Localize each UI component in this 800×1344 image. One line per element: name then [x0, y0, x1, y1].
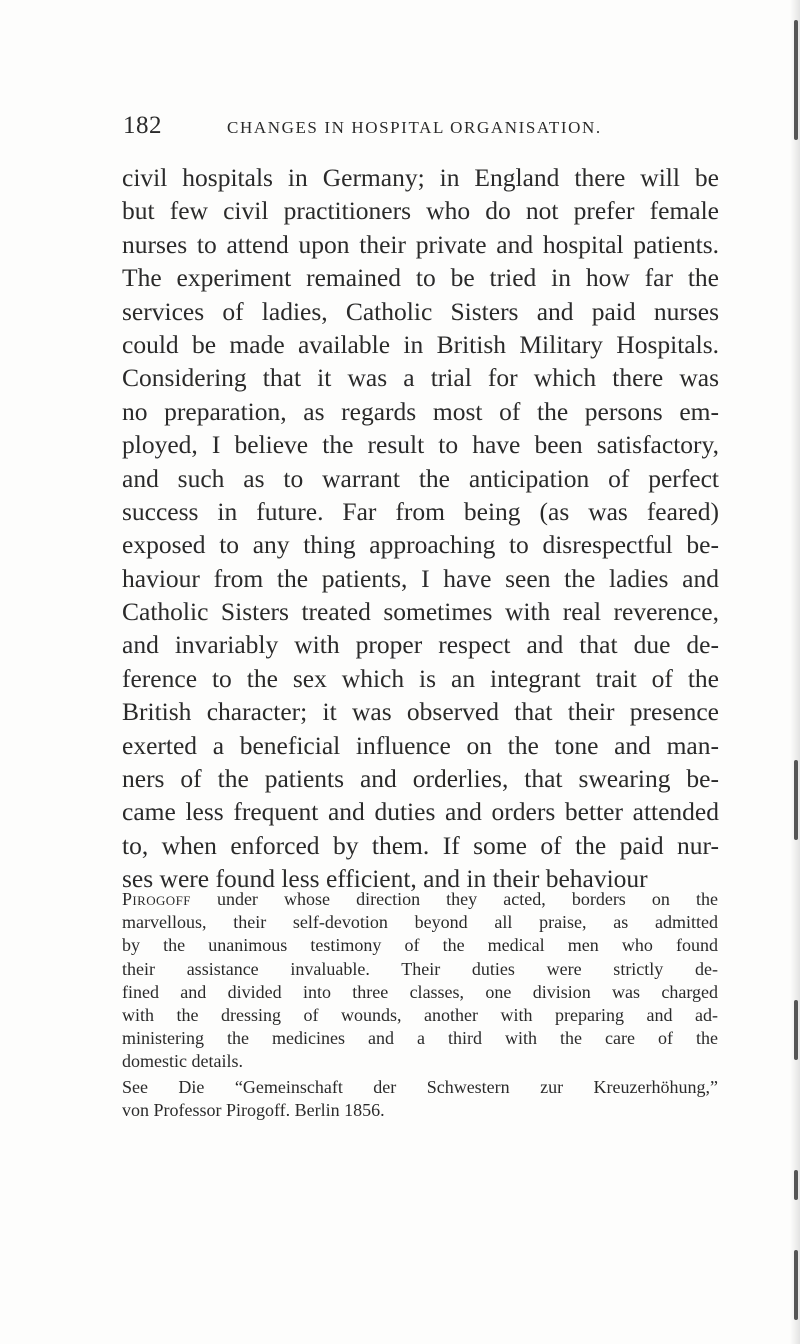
body-line: Catholic Sisters treated sometimes with real reverence,	[122, 597, 719, 627]
footnote	[122, 888, 718, 1122]
body-line: came less frequent and duties and orders better attended	[122, 797, 719, 827]
footnote-reference-line: See Die “Gemeinschaft der Schwestern zur Kreuzerhöhung,”	[122, 1076, 718, 1097]
footnote-name: Pirogoff	[122, 889, 191, 909]
body-line: no preparation, as regards most of the persons em-	[122, 396, 719, 426]
body-line: ses were found less efficient, and in their behaviour	[122, 864, 648, 894]
page-edge-shadow	[790, 0, 800, 1344]
body-line: ployed, I believe the result to have been satisfactory,	[122, 430, 719, 460]
running-title: CHANGES IN HOSPITAL ORGANISATION.	[227, 118, 602, 137]
body-line: haviour from the patients, I have seen the ladies and	[122, 563, 719, 593]
body-line: ference to the sex which is an integrant trait of the	[122, 663, 719, 693]
body-line: British character; it was observed that their presence	[122, 697, 719, 727]
body-line: success in future. Far from being (as was feared)	[122, 496, 719, 526]
body-line: and such as to warrant the anticipation of perfect	[122, 463, 719, 493]
body-line: ners of the patients and orderlies, that swearing be-	[122, 764, 719, 794]
page-edge-mark	[794, 1170, 798, 1200]
page-edge-mark	[794, 1250, 798, 1320]
footnote-line: marvellous, their self-devotion beyond all praise, as admitted	[122, 912, 718, 933]
footnote-line: domestic details.	[122, 1051, 243, 1072]
body-paragraph	[122, 161, 719, 896]
footnote-line: with the dressing of wounds, another with preparing and ad-	[122, 1004, 718, 1025]
page-edge-mark	[794, 1000, 798, 1060]
footnote-line: ministering the medicines and a third with the care of the	[122, 1028, 718, 1049]
body-line: services of ladies, Catholic Sisters and paid nurses	[122, 296, 719, 326]
body-line: could be made available in British Military Hospitals.	[122, 329, 719, 359]
footnote-line: fined and divided into three classes, one division was charged	[122, 981, 718, 1002]
body-line: to, when enforced by them. If some of the paid nur-	[122, 830, 719, 860]
footnote-line	[122, 888, 718, 911]
page-number: 182	[123, 112, 162, 139]
body-line: and invariably with proper respect and that due de-	[122, 630, 719, 660]
body-line: civil hospitals in Germany; in England there will be	[122, 163, 719, 192]
body-line: The experiment remained to be tried in how far the	[122, 263, 719, 293]
footnote-line: their assistance invaluable. Their duties were strictly de-	[122, 958, 718, 979]
footnote-text: under whose direction they acted, borders on the	[190, 889, 718, 909]
body-line: exerted a beneficial influence on the tone and man-	[122, 730, 719, 760]
page-edge-mark	[794, 760, 798, 840]
body-line: exposed to any thing approaching to disrespectful be-	[122, 530, 719, 560]
body-line: nurses to attend upon their private and hospital patients.	[122, 229, 719, 259]
footnote-reference-line: von Professor Pirogoff. Berlin 1856.	[122, 1099, 385, 1120]
body-line: but few civil practitioners who do not prefer female	[122, 196, 719, 226]
running-head	[123, 112, 723, 142]
page-edge-mark	[794, 20, 798, 140]
body-line: Considering that it was a trial for which there was	[122, 363, 719, 393]
footnote-line: by the unanimous testimony of the medical men who found	[122, 935, 718, 956]
